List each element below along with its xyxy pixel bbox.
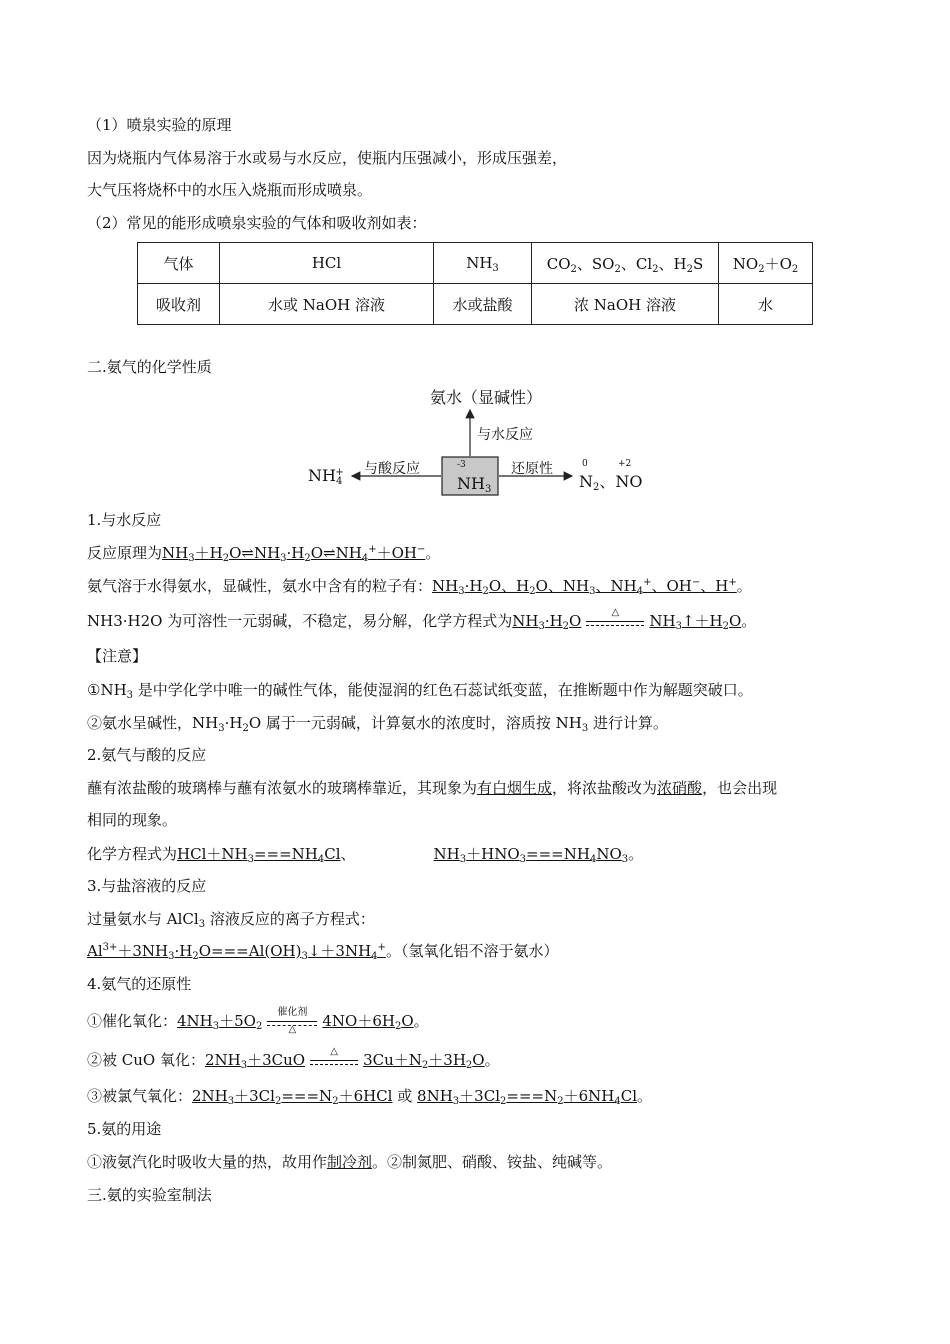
with-water-label: 与水反应 <box>477 427 533 443</box>
section-title: 4.氨气的还原性 <box>87 975 192 993</box>
table-row <box>138 284 813 325</box>
equation: $NH_3\cdot H_2O$ <box>512 612 582 632</box>
table-cell: HCl <box>220 243 434 284</box>
answer-text: 浓硝酸 <box>657 779 703 797</box>
equation: $4NH_3+5O_2$ <box>177 1012 263 1032</box>
text: （氢氧化铝不溶于氨水） <box>400 942 559 960</box>
equation: $NH_3+HNO_3===NH_4NO_3$ <box>433 845 629 865</box>
paragraph: 过量氨水与 AlCl$_3$ 溶液反应的离子方程式： <box>87 910 375 930</box>
text: ①催化氧化： <box>87 1012 178 1030</box>
text: NH3·H2O 为可溶性一元弱碱，不稳定，易分解，化学方程式为 <box>87 612 513 630</box>
cuo-oxidation: ②被 CuO 氧化：$2NH_3+3CuO$ △ $3Cu+N_2+3H_2O$。 <box>87 1046 500 1071</box>
text: 或 <box>397 1087 413 1105</box>
nh3-center-label: $NH_3$ <box>457 474 492 495</box>
section-title: 2.氨气与酸的反应 <box>87 746 207 764</box>
heating-condition: △ <box>584 612 646 632</box>
table-cell: 水 <box>719 284 813 325</box>
decomposition-line: NH3·H2O 为可溶性一元弱碱，不稳定，易分解，化学方程式为$NH_3\cdot H_2O$ △ $NH_3↑+H_2O$。 <box>87 607 757 632</box>
note-item: $①NH_3$ 是中学化学中唯一的碱性气体，能使湿润的红色石蕊试纸变蓝，在推断题中作为解题突破口。 <box>87 681 753 701</box>
answer-text: 制冷剂 <box>327 1153 373 1171</box>
subheading-fountain-principle: （1）喷泉实验的原理 <box>87 116 232 134</box>
ionic-equation-line: $Al^{3+}+3NH_3\cdot H_2O===Al(OH)_3↓+3NH_4^+$。（氢氧化铝不溶于氨水） <box>87 942 559 962</box>
acid-equations: 化学方程式为$HCl+NH_3===NH_4Cl$、 $NH_3+HNO_3===NH_4NO_3$。 <box>87 845 644 865</box>
section-title: 3.与盐溶液的反应 <box>87 877 207 895</box>
table-cell: 水或 NaOH 溶液 <box>220 284 434 325</box>
n2-oxidation-state: 0 <box>582 459 588 469</box>
oxidation-state: -3 <box>457 460 466 470</box>
text: 。②制氮肥、硝酸、铵盐、纯碱等。 <box>372 1153 613 1171</box>
equation: $3Cu+N_2+3H_2O$ <box>363 1051 485 1071</box>
table-cell: 浓 NaOH 溶液 <box>532 284 719 325</box>
note-item: ②氨水呈碱性，$NH_3\cdot H_2O$ 属于一元弱碱，计算氨水的浓度时，溶质按 $NH_3$ 进行计算。 <box>87 714 669 734</box>
table-row <box>138 243 813 284</box>
reducibility-label: 还原性 <box>511 461 553 477</box>
paragraph: 大气压将烧杯中的水压入烧瓶而形成喷泉。 <box>87 181 373 199</box>
text: ，将浓盐酸改为 <box>552 779 658 797</box>
no-oxidation-state: +2 <box>618 459 632 469</box>
with-acid-label: 与酸反应 <box>364 461 420 477</box>
table-cell: $CO_2$、$SO_2$、$Cl_2$、$H_2S$ <box>532 243 719 284</box>
equation: $4NO+6H_2O$ <box>322 1012 414 1032</box>
text: ③被氯气氧化： <box>87 1087 193 1105</box>
ammonia-properties-diagram <box>300 380 660 500</box>
text: 蘸有浓盐酸的玻璃棒与蘸有浓氨水的玻璃棒靠近，其现象为 <box>87 779 478 797</box>
ammonia-water-label: 氨水（显碱性） <box>430 388 543 407</box>
note-title: 【注意】 <box>87 647 148 665</box>
paragraph <box>87 1152 612 1172</box>
equation: $8NH_3+3Cl_2===N_2+6NH_4Cl$ <box>417 1087 637 1107</box>
table-cell: 气体 <box>138 243 220 284</box>
equation: $2NH_3+3CuO$ <box>204 1051 306 1071</box>
ammonia-water-particles: 氨气溶于水得氨水，显碱性，氨水中含有的粒子有：$NH_3\cdot H_2O$、$H_2O$、$NH_3$、$NH_4^+$、OH−、H+。 <box>87 577 752 597</box>
subheading-common-gases: （2）常见的能形成喷泉实验的气体和吸收剂如表： <box>87 214 427 232</box>
section-heading: 三.氨的实验室制法 <box>87 1186 212 1204</box>
heating-condition: △ <box>308 1051 360 1071</box>
paragraph <box>87 778 777 798</box>
catalytic-oxidation: ①催化氧化：$4NH_3+5O_2$ 催化剂 △ $4NO+6H_2O$。 <box>87 1007 429 1035</box>
text: ，也会出现 <box>702 779 778 797</box>
text: 反应原理为 <box>87 544 163 562</box>
equation: $2NH_3+3Cl_2===N_2+6HCl$ <box>192 1087 393 1107</box>
paragraph: 因为烧瓶内气体易溶于水或易与水反应，使瓶内压强减小，形成压强差， <box>87 149 568 167</box>
oxidation-products: $N_2$、NO <box>579 472 643 493</box>
equation: $HCl+NH_3===NH_4Cl$ <box>177 845 341 865</box>
equation: $Al^{3+}+3NH_3\cdot H_2O===Al(OH)_3↓+3NH_4^+$ <box>87 942 386 962</box>
section-title: 5.氨的用途 <box>87 1120 162 1138</box>
equation: $NH_3↑+H_2O$ <box>649 612 742 632</box>
paragraph: 相同的现象。 <box>87 811 178 829</box>
text: 氨气溶于水得氨水，显碱性，氨水中含有的粒子有： <box>87 577 433 595</box>
reaction-principle: 反应原理为$NH_3+H_2O\rightleftharpoons NH_3\cdot H_2O\rightleftharpoons NH_4^++OH^-$。 <box>87 544 441 564</box>
text: 化学方程式为 <box>87 845 178 863</box>
table-cell: $NH_3$ <box>434 243 532 284</box>
equation: $NH_3+H_2O\rightleftharpoons NH_3\cdot H_2O\rightleftharpoons NH_4^++OH^-$ <box>162 544 426 564</box>
section-title: 1.与水反应 <box>87 511 162 529</box>
table-cell: 吸收剂 <box>138 284 220 325</box>
gas-absorbent-table <box>137 242 813 325</box>
answer-text: 有白烟生成 <box>477 779 553 797</box>
text: ①液氨汽化时吸收大量的热，故用作 <box>87 1153 328 1171</box>
text: ②被 CuO 氧化： <box>87 1051 205 1069</box>
particle-list: $NH_3\cdot H_2O$、$H_2O$、$NH_3$、$NH_4^+$、OH−、H+ <box>432 577 737 597</box>
section-heading: 二.氨气的化学性质 <box>87 358 212 376</box>
catalyst-condition: 催化剂 △ <box>265 1012 319 1032</box>
ammonium-product: $NH_4^+$ <box>308 466 344 487</box>
table-cell: 水或盐酸 <box>434 284 532 325</box>
table-cell: $NO_2+O_2$ <box>719 243 813 284</box>
chlorine-oxidation: ③被氯气氧化：$2NH_3+3Cl_2===N_2+6HCl$ 或 $8NH_3+3Cl_2===N_2+6NH_4Cl$。 <box>87 1087 653 1107</box>
